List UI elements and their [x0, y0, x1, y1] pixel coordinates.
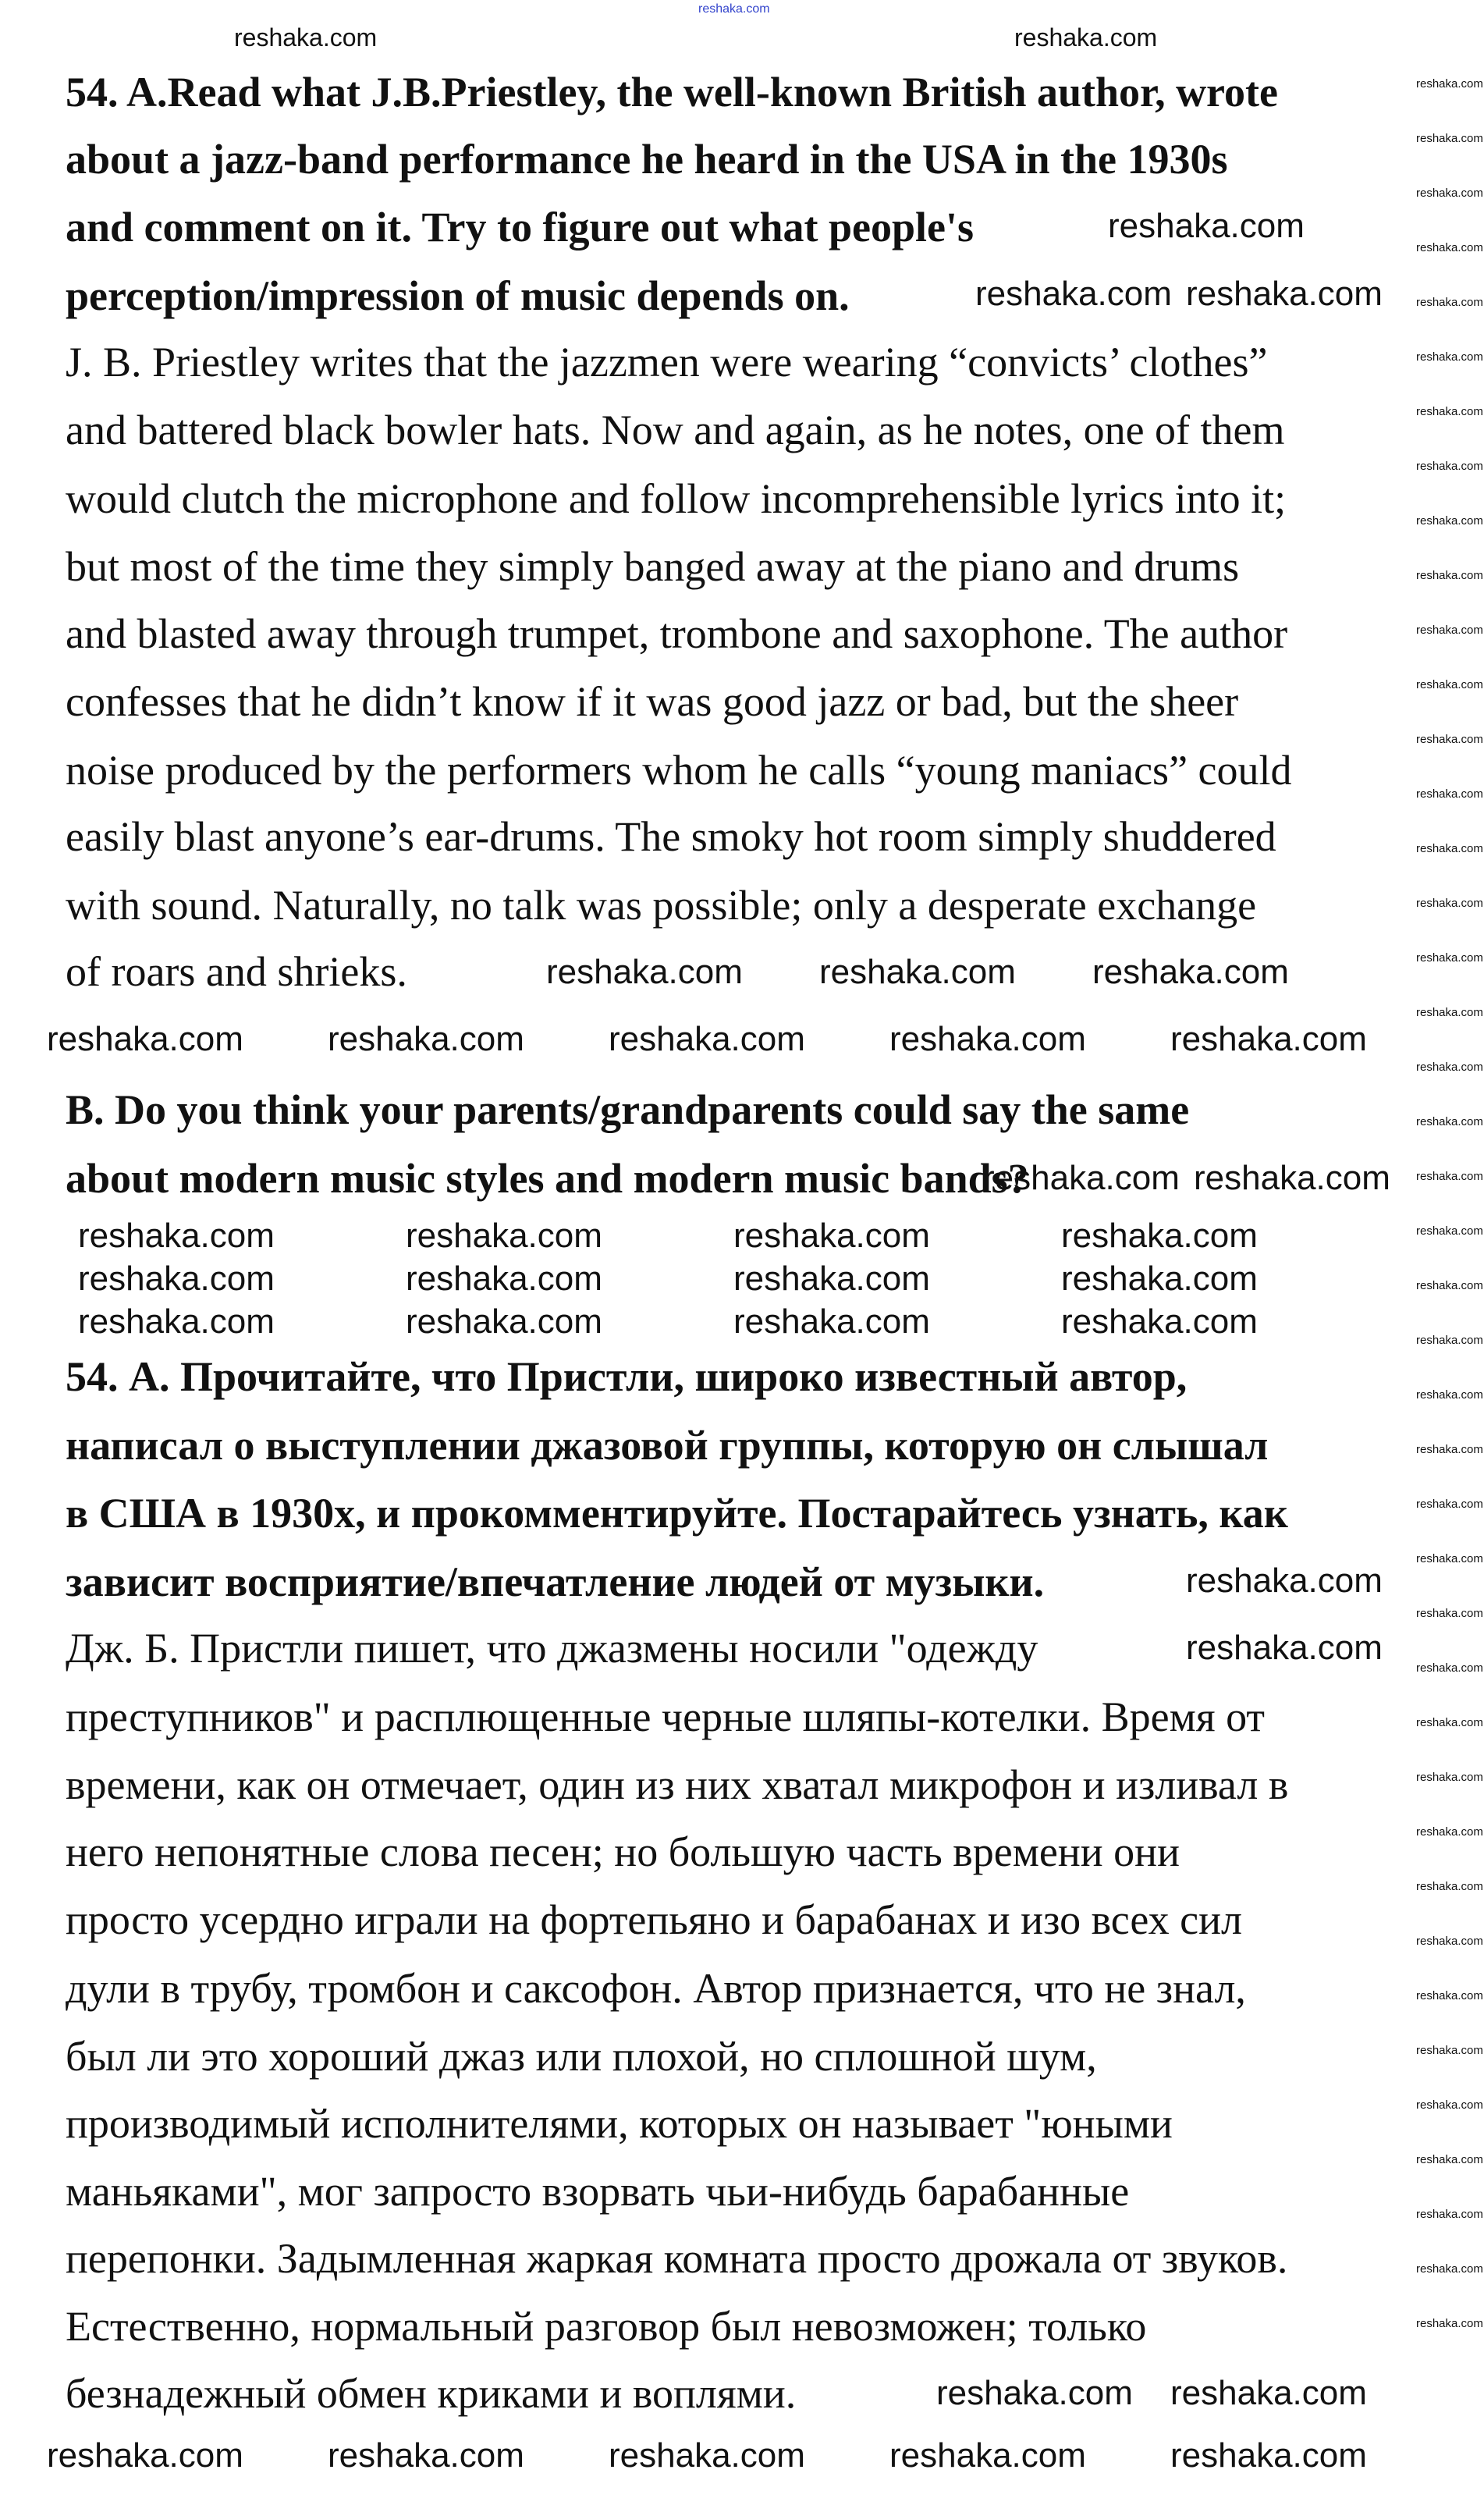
- watermark: reshaka.com: [406, 1217, 602, 1255]
- task-heading-line: 54. A.Read what J.B.Priestley, the well-known British author, wrote: [66, 69, 1279, 115]
- task-heading-line: and comment on it. Try to figure out what people's: [66, 204, 975, 251]
- watermark: reshaka.com: [975, 275, 1172, 313]
- watermark: reshaka.com: [406, 1302, 602, 1341]
- task-heading-line-ru: зависит восприятие/впечатление людей от музыки.: [66, 1558, 1045, 1605]
- watermark: reshaka.com: [406, 1260, 602, 1298]
- answer-line-ru: производимый исполнителями, которых он называет "юными: [66, 2100, 1173, 2147]
- watermark: reshaka.com: [1416, 1716, 1483, 1729]
- watermark: reshaka.com: [1416, 1607, 1483, 1620]
- watermark: reshaka.com: [1186, 1562, 1383, 1600]
- watermark: reshaka.com: [1416, 1771, 1483, 1784]
- watermark: reshaka.com: [983, 1159, 1180, 1197]
- watermark: reshaka.com: [698, 2, 770, 16]
- watermark: reshaka.com: [1416, 897, 1483, 910]
- answer-line-ru: времени, как он отмечает, один из них хватал микрофон и изливал в: [66, 1761, 1289, 1808]
- watermark: reshaka.com: [1416, 350, 1483, 364]
- watermark: reshaka.com: [1416, 1279, 1483, 1292]
- watermark: reshaka.com: [1416, 187, 1483, 200]
- answer-line-ru: перепонки. Задымленная жаркая комната просто дрожала от звуков.: [66, 2235, 1288, 2282]
- task-heading-line-ru: в США в 1930х, и прокомментируйте. Постарайтесь узнать, как: [66, 1490, 1288, 1537]
- watermark: reshaka.com: [1416, 241, 1483, 254]
- watermark: reshaka.com: [1416, 1880, 1483, 1893]
- watermark: reshaka.com: [1416, 2317, 1483, 2330]
- watermark: reshaka.com: [1416, 1443, 1483, 1456]
- watermark: reshaka.com: [1416, 296, 1483, 309]
- watermark: reshaka.com: [1416, 951, 1483, 965]
- answer-line: of roars and shrieks.: [66, 948, 407, 995]
- watermark: reshaka.com: [1014, 23, 1158, 52]
- watermark: reshaka.com: [1416, 1334, 1483, 1347]
- watermark: reshaka.com: [889, 1020, 1086, 1058]
- watermark: reshaka.com: [1416, 2208, 1483, 2221]
- watermark: reshaka.com: [1416, 1170, 1483, 1183]
- watermark: reshaka.com: [1416, 787, 1483, 801]
- watermark: reshaka.com: [1416, 460, 1483, 473]
- watermark: reshaka.com: [1092, 953, 1289, 991]
- answer-line: noise produced by the performers whom he calls “young maniacs” could: [66, 747, 1292, 794]
- watermark: reshaka.com: [1416, 1388, 1483, 1402]
- watermark: reshaka.com: [1416, 2098, 1483, 2112]
- watermark: reshaka.com: [1416, 2044, 1483, 2057]
- watermark: reshaka.com: [78, 1217, 275, 1255]
- watermark: reshaka.com: [1416, 624, 1483, 637]
- watermark: reshaka.com: [1170, 1020, 1367, 1058]
- watermark: reshaka.com: [78, 1302, 275, 1341]
- task-heading-line: perception/impression of music depends on.: [66, 272, 850, 319]
- watermark: reshaka.com: [609, 2436, 805, 2475]
- watermark: reshaka.com: [328, 1020, 524, 1058]
- answer-line-ru: просто усердно играли на фортепьяно и барабанах и изо всех сил: [66, 1896, 1242, 1943]
- watermark: reshaka.com: [1416, 1224, 1483, 1238]
- watermark: reshaka.com: [609, 1020, 805, 1058]
- task-b-line: B. Do you think your parents/grandparents could say the same: [66, 1086, 1190, 1133]
- answer-line-ru: дули в трубу, тромбон и саксофон. Автор признается, что не знал,: [66, 1965, 1246, 2012]
- watermark: reshaka.com: [1416, 1061, 1483, 1074]
- watermark: reshaka.com: [733, 1302, 930, 1341]
- watermark: reshaka.com: [1416, 1825, 1483, 1839]
- task-heading-line-ru: 54. А. Прочитайте, что Пристли, широко известный автор,: [66, 1353, 1188, 1400]
- watermark: reshaka.com: [47, 2436, 243, 2475]
- watermark: reshaka.com: [1416, 132, 1483, 145]
- watermark: reshaka.com: [819, 953, 1016, 991]
- watermark: reshaka.com: [1416, 1935, 1483, 1948]
- task-heading-line-ru: написал о выступлении джазовой группы, которую он слышал: [66, 1422, 1269, 1469]
- answer-line-ru: был ли это хороший джаз или плохой, но сплошной шум,: [66, 2033, 1097, 2080]
- watermark: reshaka.com: [1416, 842, 1483, 855]
- watermark: reshaka.com: [733, 1217, 930, 1255]
- watermark: reshaka.com: [1416, 569, 1483, 582]
- watermark: reshaka.com: [1416, 2262, 1483, 2276]
- answer-line: and blasted away through trumpet, trombone and saxophone. The author: [66, 610, 1288, 657]
- watermark: reshaka.com: [234, 23, 378, 52]
- answer-line-ru: Естественно, нормальный разговор был невозможен; только: [66, 2303, 1147, 2350]
- watermark: reshaka.com: [1416, 1006, 1483, 1019]
- answer-line: and battered black bowler hats. Now and again, as he notes, one of them: [66, 407, 1285, 453]
- task-heading-line: about a jazz-band performance he heard in the USA in the 1930s: [66, 136, 1228, 183]
- answer-line-ru: маньяками", мог запросто взорвать чьи-нибудь барабанные: [66, 2168, 1130, 2215]
- watermark: reshaka.com: [1416, 1552, 1483, 1565]
- watermark: reshaka.com: [1416, 2153, 1483, 2166]
- watermark: reshaka.com: [78, 1260, 275, 1298]
- watermark: reshaka.com: [1061, 1260, 1258, 1298]
- watermark: reshaka.com: [546, 953, 743, 991]
- watermark: reshaka.com: [1186, 1629, 1383, 1667]
- watermark: reshaka.com: [1061, 1302, 1258, 1341]
- answer-line-ru: преступников" и расплющенные черные шляпы-котелки. Время от: [66, 1693, 1266, 1740]
- watermark: reshaka.com: [1186, 275, 1383, 313]
- watermark: reshaka.com: [1108, 207, 1305, 245]
- watermark: reshaka.com: [1170, 2374, 1367, 2412]
- watermark: reshaka.com: [1416, 514, 1483, 528]
- answer-line: confesses that he didn’t know if it was good jazz or bad, but the sheer: [66, 678, 1239, 725]
- answer-line-ru: безнадежный обмен криками и воплями.: [66, 2370, 797, 2417]
- watermark: reshaka.com: [1416, 77, 1483, 91]
- answer-line: but most of the time they simply banged away at the piano and drums: [66, 543, 1240, 590]
- answer-line: with sound. Naturally, no talk was possible; only a desperate exchange: [66, 882, 1257, 929]
- watermark: reshaka.com: [733, 1260, 930, 1298]
- watermark: reshaka.com: [47, 1020, 243, 1058]
- answer-line-ru: него непонятные слова песен; но большую часть времени они: [66, 1828, 1180, 1875]
- watermark: reshaka.com: [1416, 678, 1483, 691]
- watermark: reshaka.com: [889, 2436, 1086, 2475]
- watermark: reshaka.com: [1170, 2436, 1367, 2475]
- watermark: reshaka.com: [936, 2374, 1133, 2412]
- watermark: reshaka.com: [1061, 1217, 1258, 1255]
- watermark: reshaka.com: [1416, 405, 1483, 418]
- task-b-line: about modern music styles and modern music bands?: [66, 1155, 1029, 1202]
- watermark: reshaka.com: [1416, 1989, 1483, 2002]
- watermark: reshaka.com: [1416, 1498, 1483, 1511]
- answer-line: easily blast anyone’s ear-drums. The smoky hot room simply shuddered: [66, 813, 1276, 860]
- watermark: reshaka.com: [1416, 1661, 1483, 1675]
- watermark: reshaka.com: [1194, 1159, 1390, 1197]
- watermark: reshaka.com: [1416, 1115, 1483, 1128]
- watermark: reshaka.com: [1416, 733, 1483, 746]
- answer-line-ru: Дж. Б. Пристли пишет, что джазмены носили "одежду: [66, 1625, 1038, 1672]
- answer-line: would clutch the microphone and follow incomprehensible lyrics into it;: [66, 475, 1287, 522]
- answer-line: J. B. Priestley writes that the jazzmen were wearing “convicts’ clothes”: [66, 339, 1268, 386]
- watermark: reshaka.com: [328, 2436, 524, 2475]
